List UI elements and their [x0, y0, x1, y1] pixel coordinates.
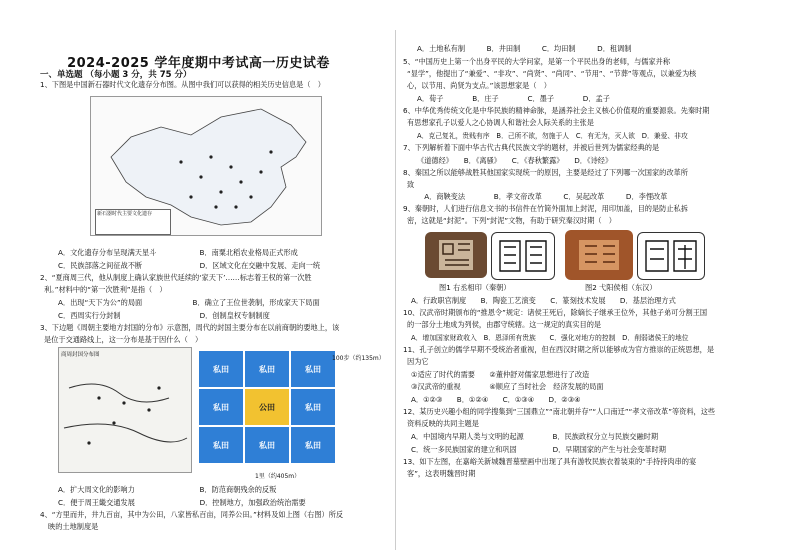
column-divider: [395, 30, 396, 550]
q2-stem-1: 2、“夏商周三代，他从制度上确认家族世代延续的‘家天下’……标志着王权的第一次胜: [40, 273, 312, 282]
seal-rubbing-2: [637, 232, 705, 280]
seal-image-2: [565, 230, 633, 280]
q1-options-ab: A．文化遗存分布呈现满天星斗 B．南粟北稻农业格局正式形成: [58, 248, 298, 257]
q13-stem-2: 客”，这表明魏晋时期: [407, 469, 476, 478]
q11-item-12: ①适应了时代的需要 ②董仲舒对儒家思想进行了改造: [411, 370, 590, 379]
neolithic-map: [90, 96, 322, 236]
section-heading: 一、单选题 （每小题 3 分，共 75 分）: [40, 70, 192, 80]
q3-stem-2: 是位于交通路线上，这一分布是基于因什么（ ）: [44, 335, 203, 344]
q4-stem-2: 映的土地制度是: [48, 522, 99, 531]
seal-image-1: [425, 232, 487, 278]
q12-options-ab: A．中国境内早期人类与文明的起源 B．民族政权分立与民族交融时期: [411, 432, 659, 441]
grid-cell: 私田: [290, 350, 336, 388]
seal-glyph-icon-2: [565, 230, 633, 280]
grid-cell: 私田: [244, 426, 290, 464]
q4-stem-1: 4、“方里而井，井九百亩，其中为公田，八家皆私百亩，同养公田。”材料及如上图（右图）所反: [40, 510, 344, 519]
q3-stem-1: 3、下边题《周朝主要地方封国的分布》示意图，周代的封国主要分布在以前商朝的要地上，该: [40, 323, 340, 332]
q13-stem-1: 13、如下左图，在嘉峪关新城魏晋墓壁画中出现了具有游牧民族衣着装束的“手持持肉串的宴: [403, 457, 697, 466]
q11-stem-1: 11、孔子创立的儒学早期不受统治者重视，但在西汉时期之所以能够成为官方推崇的正统思想，是: [403, 345, 715, 354]
q9-stem-1: 9、秦朝时，人们进行信息文书的书信件在竹简外面加上封泥，用印加盖，目的是防止私拆: [403, 204, 688, 213]
q2-options-cd: C．西周实行分封制 D．创制皇权专制制度: [58, 311, 270, 320]
q1-options-cd: C．民族部落之间征战不断 D．区域文化在交融中发展、走向一统: [58, 261, 321, 270]
q11-options: A．①②③ B．①②④ C．①③④ D．②③④: [411, 395, 581, 404]
q8-stem-2: 致: [407, 180, 415, 189]
well-field-grid: [198, 350, 348, 473]
q6-options: A．克己复礼，贵贱有序 B．己所不欲，勿施于人 C．有无为，灭人欲 D．兼爱、非攻: [417, 132, 688, 140]
q11-stem-2: 因为它: [407, 357, 429, 366]
zhou-map-title: 商周封国分布图: [61, 352, 100, 358]
q10-stem-1: 10、汉武帝时期颁布的“推恩令”规定：诸侯王死后，除嫡长子继承王位外，其他子弟可分割王国: [403, 308, 708, 317]
seal-caption-1: 图1 右丞相印（秦朝）: [439, 283, 511, 292]
q9-options: A．行政职官制度 B．陶瓷工艺演变 C．篆刻技术发展 D．基层治理方式: [411, 296, 676, 305]
exam-title: 2024-2025 学年度期中考试高一历史试卷: [67, 56, 330, 71]
q3-options-ab: A．扩大周文化的影响力 B．防范商朝残余的反叛: [58, 485, 277, 494]
q5-stem-1: 5、“中国历史上第一个出身平民的大学问家，是第一个平民出身的老师，与儒家并称: [403, 57, 671, 66]
grid-bottom-label: 1里（约405m）: [255, 473, 301, 480]
q10-stem-2: 的一部分土地成为列侯，由郡守统辖。这一规定的真实目的是: [407, 320, 602, 329]
zhou-state-map: [58, 347, 192, 473]
seal-glyph-icon: [425, 232, 487, 278]
grid-cell: 私田: [244, 350, 290, 388]
seal-rubbing-icon-2: [638, 233, 704, 279]
seal-caption-2: 图2 弋阳侯相（东汉）: [585, 283, 657, 292]
q12-stem-2: 资料反映的共同主题是: [407, 419, 479, 428]
q6-stem-2: 有思想家孔子以爱人之心协调人和谐社会人际关系的主张是: [407, 118, 594, 127]
q5-stem-2: “显学”，他提出了“兼爱”、“非攻”、“尚贤”、“尚同”、“节用”、“节葬”等观点，以兼爱为核: [407, 69, 697, 78]
q2-options-ab: A．出现“天下为公”的局面 B．确立了王位世袭制，形成家天下局面: [58, 298, 320, 307]
grid-cell-public: 公田: [244, 388, 290, 426]
q5-stem-3: 心，以节用、尚贤为支点。”该思想家是（ ）: [407, 81, 551, 90]
grid-cell: 私田: [290, 426, 336, 464]
q10-options: A．增加国家财政收入 B．恩泽所有贵族 C．强化对地方的控制 D．削弱诸侯王的地位: [411, 334, 689, 342]
q5-options: A．荀子 B．庄子 C．墨子 D．孟子: [417, 94, 610, 103]
q9-stem-2: 密，这就是“封泥”。下列“封泥”文物，有助于研究秦汉时期（ ）: [407, 216, 616, 225]
q6-stem-1: 6、中华优秀传统文化是中华民族的精神命脉，是涵养社会主义核心价值观的重要源泉。先秦时期: [403, 106, 710, 115]
q8-options: A．商鞅变法 B．孝文帝改革 C．吴起改革 D．李悝改革: [417, 192, 668, 201]
q12-options-cd: C．统一多民族国家的建立和巩固 D．早期国家的产生与社会变革时期: [411, 445, 666, 454]
q11-item-34: ③汉武帝的重视 ④顺应了当时社会 经济发展的局面: [411, 382, 604, 391]
q2-stem-2: 利。”材料中的“第一次胜利”是指（ ）: [44, 285, 167, 294]
legend-text: 新石器时代主要文化遗存: [97, 211, 153, 217]
grid-cell: 私田: [290, 388, 336, 426]
map-legend: [95, 209, 171, 235]
q7-options: 《道德经》 B．《离骚》 C．《春秋繁露》 D．《诗经》: [417, 156, 613, 165]
q1-stem: 1、下图是中国新石器时代文化遗存分布图。从图中我们可以获得的相关历史信息是（ ）: [40, 80, 325, 89]
right-column: [397, 0, 794, 560]
grid-cell: 私田: [198, 350, 244, 388]
seal-rubbing-1: [491, 232, 555, 280]
grid-cell: 私田: [198, 426, 244, 464]
zhou-map-icon: [59, 348, 191, 472]
q12-stem-1: 12、某历史兴趣小组的同学搜集到“三国鼎立”“南北朝并存”“人口南迁”“孝文帝改革”等资料，这些: [403, 407, 716, 416]
q4-options: A．土地私有制 B．井田制 C．均田制 D．租调制: [417, 44, 632, 53]
q8-stem-1: 8、秦国之所以能够战胜其他国家实现统一的原因，主要是经过了下列哪一次国家的改革所: [403, 168, 688, 177]
q3-options-cd: C．便于周王畿交通发展 D．控制地方，加强政治统治需要: [58, 498, 306, 507]
grid-side-label: 100步（约135m）: [332, 355, 385, 362]
seal-rubbing-icon: [492, 233, 554, 279]
q7-stem: 7、下列解析着下面中华古代古典代民族文学的题材，并被后世列为儒家经典的是: [403, 143, 660, 152]
grid-cell: 私田: [198, 388, 244, 426]
